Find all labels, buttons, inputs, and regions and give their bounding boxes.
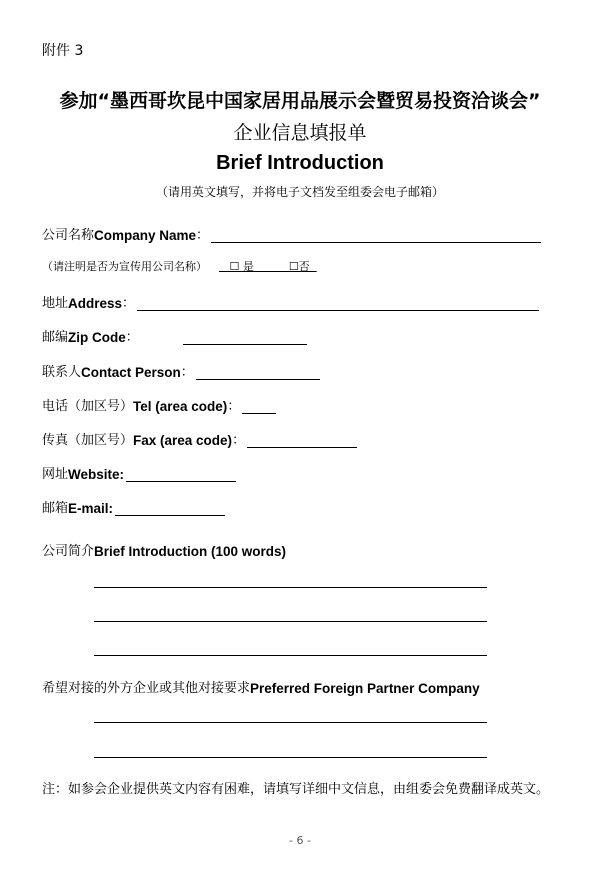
contact-row	[42, 361, 320, 380]
email-row	[42, 497, 225, 516]
intro-section-heading	[42, 540, 286, 559]
publicity-row	[42, 258, 317, 274]
intro-label-en: Brief Introduction (100 words)	[94, 544, 287, 559]
website-row	[42, 463, 236, 482]
intro-line-2[interactable]	[94, 621, 487, 622]
company-name-row	[42, 224, 541, 243]
publicity-note: （请注明是否为宣传用公司名称）	[42, 260, 207, 273]
website-label-zh: 网址	[42, 467, 69, 482]
fill-instruction: （请用英文填写，并将电子文档发至组委会电子邮箱）	[155, 185, 444, 199]
tel-label-en: Tel (area code)	[133, 399, 228, 414]
fax-field[interactable]	[247, 432, 357, 448]
address-label-en: Address	[68, 296, 123, 311]
address-field[interactable]	[137, 295, 539, 311]
form-title-line1: 参加“墨西哥坎昆中国家居用品展示会暨贸易投资洽谈会”	[59, 90, 541, 112]
email-label-en: E-mail:	[68, 501, 114, 516]
zip-sep: ：	[125, 330, 139, 345]
company-name-sep: ：	[196, 228, 210, 243]
contact-label-en: Contact Person	[81, 365, 181, 380]
annex-label: 附件 3	[42, 43, 84, 59]
form-title-english: Brief Introduction	[216, 152, 384, 174]
partner-label-zh: 希望对接的外方企业或其他对接要求	[42, 681, 251, 696]
zip-label-zh: 邮编	[42, 330, 69, 345]
email-field[interactable]	[115, 500, 225, 516]
tel-field[interactable]	[242, 398, 276, 414]
intro-line-3[interactable]	[94, 655, 487, 656]
partner-line-2[interactable]	[94, 757, 487, 758]
fax-label-en: Fax (area code)	[133, 433, 233, 448]
tel-sep: ：	[227, 399, 241, 414]
publicity-choice[interactable]: ☐ 是 ☐否	[219, 260, 317, 273]
fax-label-zh: 传真（加区号）	[42, 433, 134, 448]
company-name-label-en: Company Name	[94, 228, 197, 243]
fax-row	[42, 429, 357, 448]
zip-row	[42, 326, 307, 345]
company-name-label-zh: 公司名称	[42, 228, 95, 243]
email-label-zh: 邮箱	[42, 501, 69, 516]
contact-field[interactable]	[196, 364, 320, 380]
company-name-field[interactable]	[211, 227, 541, 243]
page-number: - 6 -	[289, 834, 311, 847]
website-field[interactable]	[126, 466, 236, 482]
address-label-zh: 地址	[42, 296, 69, 311]
form-title-line2: 企业信息填报单	[233, 122, 367, 144]
intro-label-zh: 公司简介	[42, 544, 95, 559]
website-label-en: Website:	[68, 467, 125, 482]
footnote: 注：如参会企业提供英文内容有困难，请填写详细中文信息，由组委会免费翻译成英文。	[42, 782, 550, 797]
zip-field[interactable]	[183, 329, 307, 345]
partner-line-1[interactable]	[94, 722, 487, 723]
tel-row	[42, 395, 276, 414]
tel-label-zh: 电话（加区号）	[42, 399, 134, 414]
partner-section-heading	[42, 677, 480, 696]
fax-sep: ：	[232, 433, 246, 448]
zip-label-en: Zip Code	[68, 330, 126, 345]
address-sep: ：	[122, 296, 136, 311]
partner-label-en: Preferred Foreign Partner Company	[250, 681, 480, 696]
intro-line-1[interactable]	[94, 587, 487, 588]
address-row	[42, 292, 539, 311]
contact-sep: ：	[180, 365, 194, 380]
contact-label-zh: 联系人	[42, 365, 82, 380]
